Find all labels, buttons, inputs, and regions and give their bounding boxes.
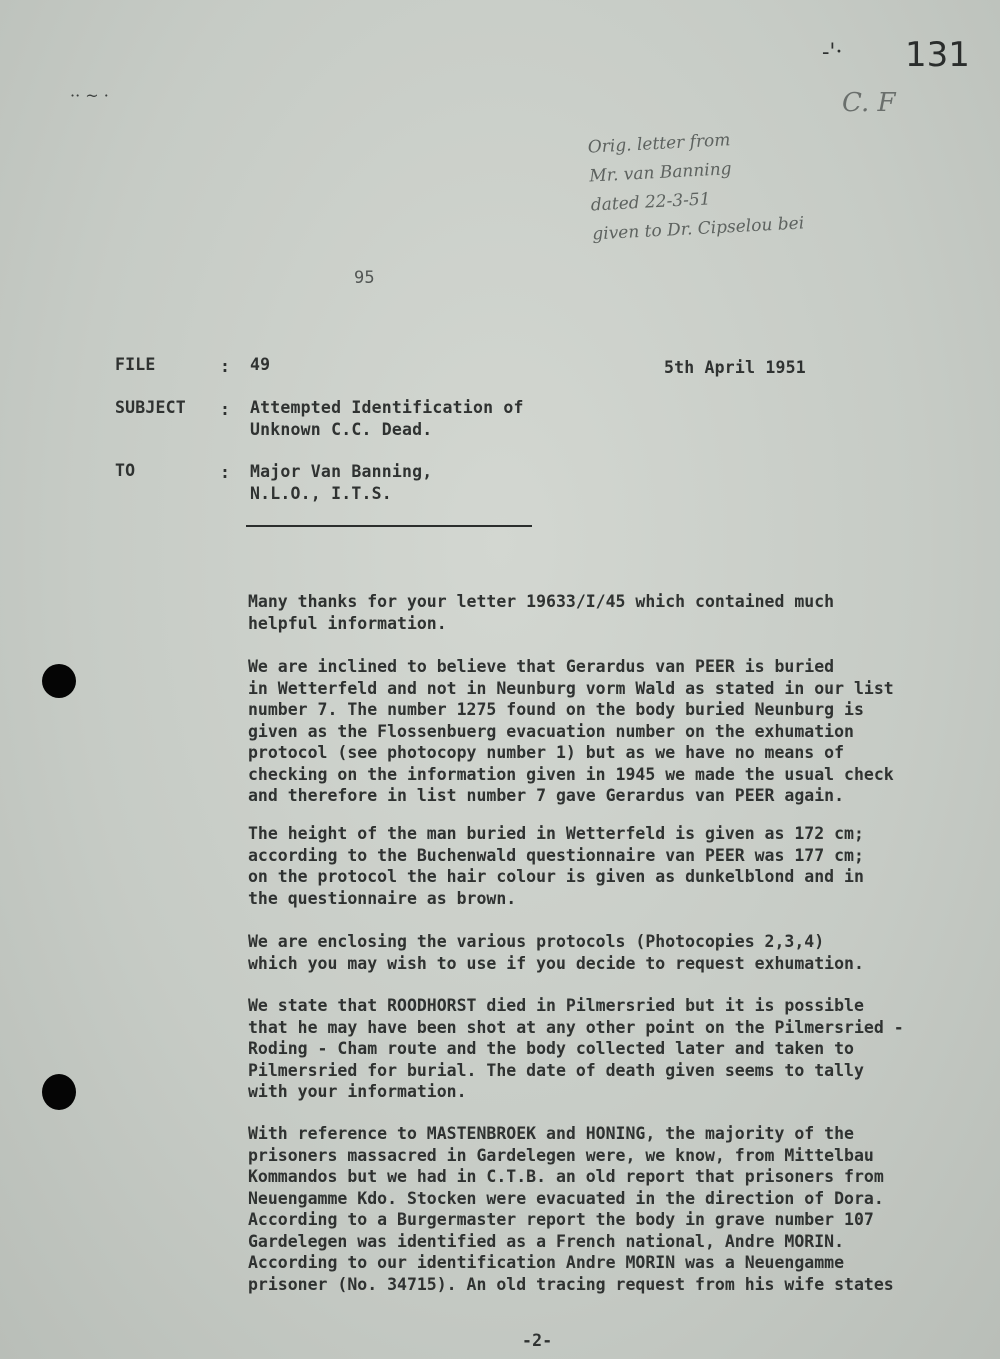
recipient-line: N.L.O., I.T.S. xyxy=(250,484,392,503)
body-paragraph: With reference to MASTENBROEK and HONING, the majority of the prisoners massacred in Gardelegen were, we know, from Mittelbau Kommandos but we had in C.T.B. an old report that prisoners from Neuengamme Kdo. Stocken were evacuated in the direction of Dora. According to a Burgermaster report the body in grave number 107 Gardelegen was identified as a French national, Andre MORIN. According to our identification Andre MORIN was a Neuengamme prisoner (No. 34715). An old tracing request from his wife states xyxy=(248,1124,894,1294)
body-paragraph: We are inclined to believe that Gerardus van PEER is buried in Wetterfeld and not in Neunburg vorm Wald as stated in our list number 7. The number 1275 found on the body buried Neunburg is given as the Flossenbuerg evacuation number on the exhumation protocol (see photocopy number 1) but as we have no means of checking on the information given in 1945 we made the usual check and therefore in list number 7 gave Gerardus van PEER again. xyxy=(248,657,894,805)
subject-line: Attempted Identification of xyxy=(250,398,524,417)
handwritten-note xyxy=(587,123,805,250)
note-line: dated 22-3-51 xyxy=(590,189,712,216)
note-line: Orig. letter from xyxy=(587,130,731,158)
body-paragraph: We are enclosing the various protocols (Photocopies 2,3,4) which you may wish to use if you decide to request exhumation. xyxy=(248,932,864,973)
continuation-page-marker: -2- xyxy=(522,1331,553,1350)
file-value: 49 xyxy=(250,355,271,374)
note-line: Mr. van Banning xyxy=(588,159,733,187)
file-colon: : xyxy=(220,357,231,376)
recipient-line: Major Van Banning, xyxy=(250,462,433,481)
to-colon: : xyxy=(220,463,231,482)
body-paragraph: The height of the man buried in Wetterfeld is given as 172 cm; according to the Buchenwald questionnaire van PEER was 177 cm; on the protocol the hair colour is given as dunkelblond and in the questionnaire as brown. xyxy=(248,824,864,908)
subject-line: Unknown C.C. Dead. xyxy=(250,420,433,439)
body-paragraph: Many thanks for your letter 19633/I/45 which contained much helpful information. xyxy=(248,592,835,633)
to-label: TO xyxy=(115,461,136,480)
body-paragraph: We state that ROODHORST died in Pilmersried but it is possible that he may have been shot at any other point on the Pilmersried - Roding - Cham route and the body collected later and taken to Pilmersried for burial. The date of death given seems to tally with your information. xyxy=(248,996,904,1101)
punch-hole xyxy=(42,1074,76,1110)
page-number: 131 xyxy=(905,35,970,75)
letter-date: 5th April 1951 xyxy=(664,358,806,377)
note-line: given to Dr. Cipselou bei xyxy=(591,213,805,245)
stamp-number: 95 xyxy=(354,268,375,288)
dash-mark: -'· xyxy=(822,40,843,65)
file-label: FILE xyxy=(115,355,156,374)
subject-colon: : xyxy=(220,400,231,419)
header-divider xyxy=(246,525,532,527)
top-left-mark: ·· ~ · xyxy=(70,86,109,105)
subject-label: SUBJECT xyxy=(115,398,186,417)
initials: C. F xyxy=(842,88,896,118)
punch-hole xyxy=(42,664,76,698)
